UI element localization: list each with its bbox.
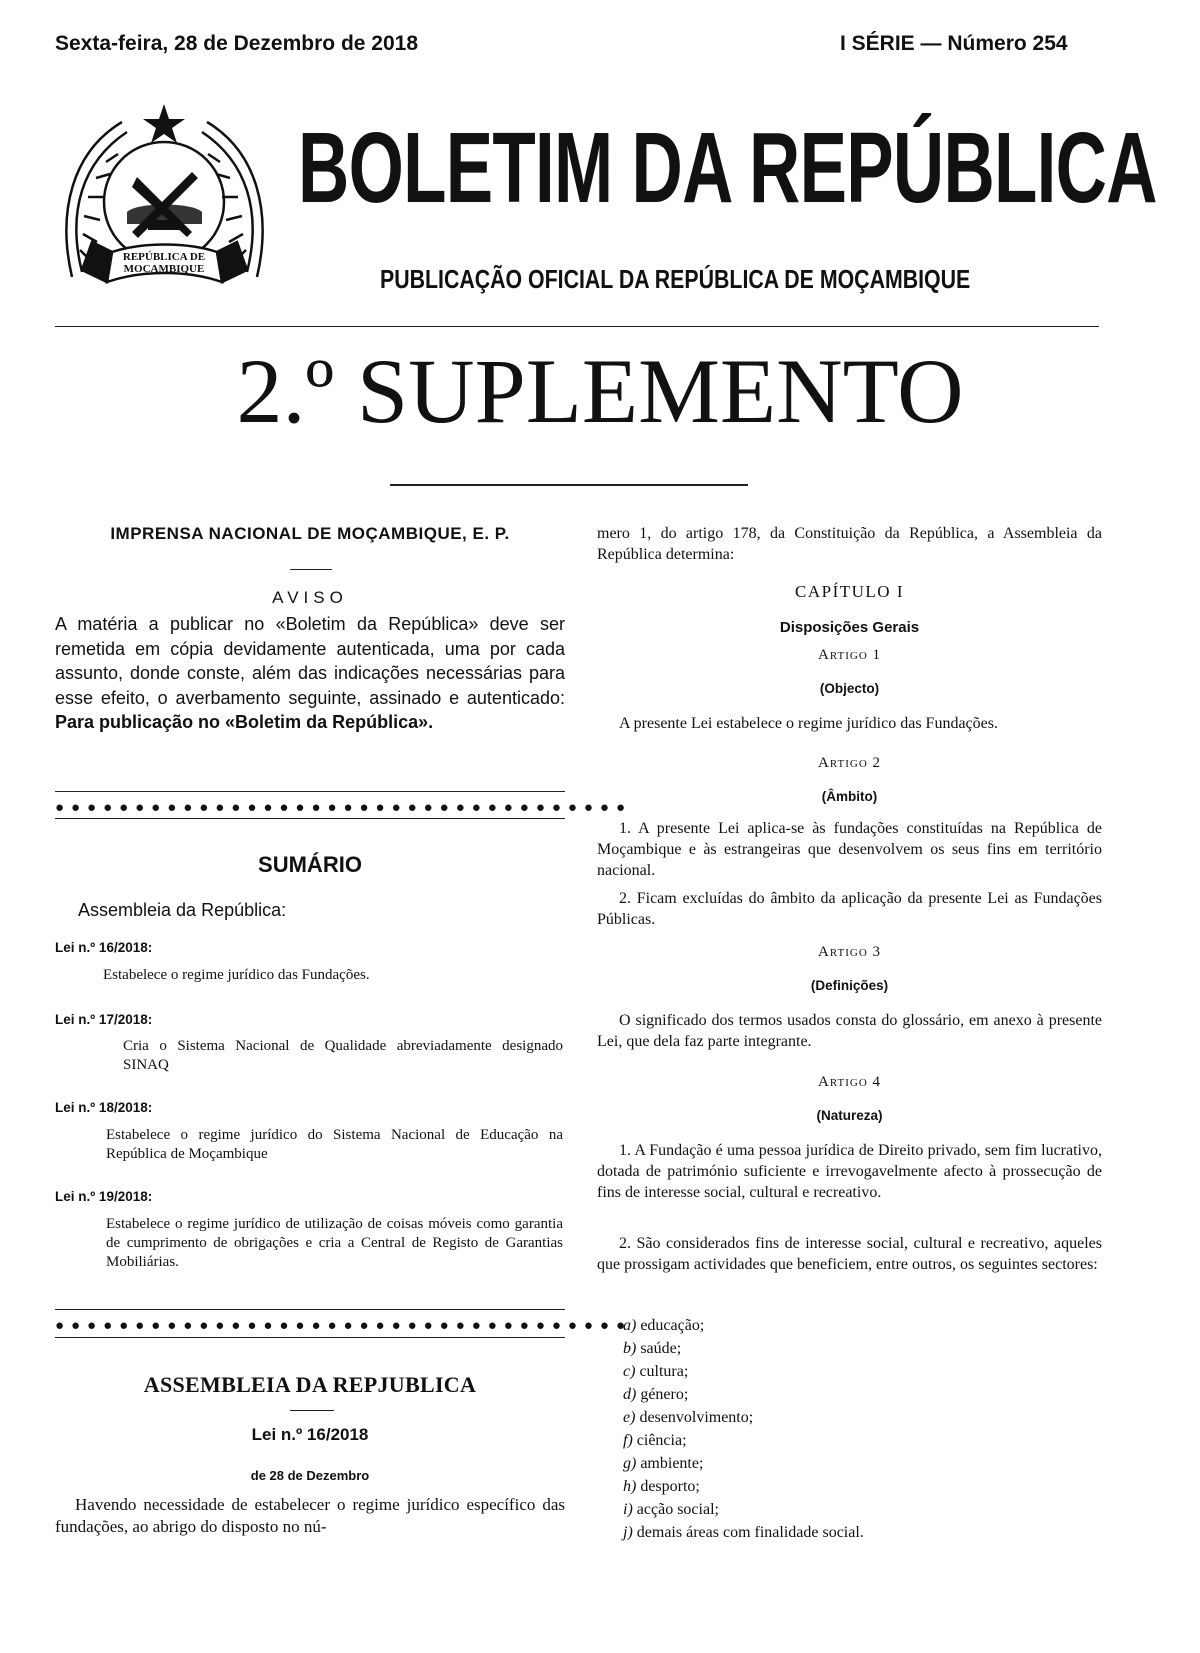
aviso-heading: AVISO xyxy=(272,588,348,607)
aviso-text: A matéria a publicar no «Boletim da República» deve ser remetida em cópia devidamente autenticada, uma por cada assunto, donde conste, além das indicações necessárias para esse efeito, o averbamento seguinte, assinado e autenticado: xyxy=(55,614,565,708)
aviso-bold-text: Para publicação no «Boletim da República». xyxy=(55,712,434,732)
article-heading: Artigo 1 xyxy=(817,647,882,663)
list-item: j) demais áreas com finalidade social. xyxy=(623,1524,864,1541)
emblem-text-line2: MOÇAMBIQUE xyxy=(123,263,205,275)
sumario-item-label: Lei n.º 18/2018: xyxy=(55,1100,153,1115)
masthead-title: BOLETIM DA REPÚBLICA xyxy=(298,112,1157,224)
sumario-item-description: Estabelece o regime jurídico das Fundações. xyxy=(103,967,370,983)
sumario-item-label: Lei n.º 16/2018: xyxy=(55,940,153,955)
list-item: i) acção social; xyxy=(623,1501,719,1518)
imprensa-heading: IMPRENSA NACIONAL DE MOÇAMBIQUE, E. P. xyxy=(110,524,510,543)
article-paragraph: 2. Ficam excluídas do âmbito da aplicação da presente Lei as Fundações Públicas. xyxy=(597,890,1102,928)
sumario-item-description: Cria o Sistema Nacional de Qualidade abreviadamente designado SINAQ xyxy=(123,1038,563,1073)
article-paragraph: 2. São considerados fins de interesse social, cultural e recreativo, aqueles que prossigam actividades que beneficiem, entre outros, os seguintes sectores: xyxy=(597,1235,1102,1273)
supplement-divider xyxy=(390,484,748,486)
section-divider xyxy=(55,818,565,819)
article-heading: Artigo 4 xyxy=(817,1074,882,1090)
list-item: e) desenvolvimento; xyxy=(623,1409,754,1426)
list-item: d) género; xyxy=(623,1386,689,1403)
article-subtitle: (Âmbito) xyxy=(821,789,878,804)
article-subtitle: (Objecto) xyxy=(819,681,880,696)
article-paragraph: O significado dos termos usados consta do glossário, em anexo à presente Lei, que dela faz parte integrante. xyxy=(597,1012,1102,1050)
lei-date: de 28 de Dezembro xyxy=(250,1468,370,1483)
issue-series-number: I SÉRIE — Número 254 xyxy=(840,32,1068,55)
list-item: h) desporto; xyxy=(623,1478,700,1495)
chapter-heading: CAPÍTULO I xyxy=(795,582,904,601)
sectors-list xyxy=(623,1314,1093,1544)
section-divider xyxy=(55,791,565,792)
sumario-item-label: Lei n.º 19/2018: xyxy=(55,1189,153,1204)
supplement-title: 2.º SUPLEMENTO xyxy=(236,340,964,442)
list-item: b) saúde; xyxy=(623,1340,682,1357)
article-subtitle: (Natureza) xyxy=(816,1108,883,1123)
issue-date: Sexta-feira, 28 de Dezembro de 2018 xyxy=(55,32,419,55)
list-item: a) educação; xyxy=(623,1317,705,1334)
list-item: f) ciência; xyxy=(623,1432,687,1449)
lei-title: Lei n.º 16/2018 xyxy=(251,1425,369,1444)
article-subtitle: (Definições) xyxy=(810,978,889,993)
dot-separator: ● ● ● ● ● ● ● ● ● ● ● ● ● ● ● ● ● ● ● ● ● ● ● ● ● ● ● ● ● ● ● ● ● ● ● ● xyxy=(55,1317,627,1334)
sumario-item-label: Lei n.º 17/2018: xyxy=(55,1012,153,1027)
sumario-heading: SUMÁRIO xyxy=(258,852,362,877)
list-item: c) cultura; xyxy=(623,1363,689,1380)
section-divider xyxy=(55,1337,565,1338)
article-heading: Artigo 2 xyxy=(817,755,882,771)
small-divider xyxy=(290,569,332,570)
assembleia-heading: ASSEMBLEIA DA REPJUBLICA xyxy=(143,1372,477,1397)
emblem-text-line1: REPÚBLICA DE xyxy=(122,251,206,263)
small-divider xyxy=(290,1410,334,1411)
sumario-section-title: Assembleia da República: xyxy=(78,900,287,920)
article-paragraph: A presente Lei estabelece o regime jurídico das Fundações. xyxy=(619,715,998,732)
list-item: g) ambiente; xyxy=(623,1455,704,1472)
sumario-item-description: Estabelece o regime jurídico de utilização de coisas móveis como garantia de cumprimento de obrigações e cria a Central de Registo de Garantias Mobiliárias. xyxy=(106,1216,563,1270)
section-divider xyxy=(55,1309,565,1310)
article-paragraph: 1. A presente Lei aplica-se às fundações constituídas na República de Moçambique e às estrangeiras que desenvolvem os seus fins em território nacional. xyxy=(597,820,1102,879)
intro-continuation: mero 1, do artigo 178, da Constituição da República, a Assembleia da República determina: xyxy=(597,525,1102,563)
chapter-title: Disposições Gerais xyxy=(779,619,920,636)
lei-intro-paragraph: Havendo necessidade de estabelecer o regime jurídico específico das fundações, ao abrigo do disposto no nú- xyxy=(55,1495,565,1536)
aviso-paragraph xyxy=(55,612,565,735)
sumario-item-description: Estabelece o regime jurídico do Sistema Nacional de Educação na República de Moçambique xyxy=(106,1127,563,1162)
article-paragraph: 1. A Fundação é uma pessoa jurídica de Direito privado, sem fim lucrativo, dotada de património suficiente e irrevogavelmente afecto à prossecução de fins de interesse social, cultural e recreativo. xyxy=(597,1142,1102,1201)
dot-separator: ● ● ● ● ● ● ● ● ● ● ● ● ● ● ● ● ● ● ● ● ● ● ● ● ● ● ● ● ● ● ● ● ● ● ● ● xyxy=(55,799,627,816)
masthead-subtitle: PUBLICAÇÃO OFICIAL DA REPÚBLICA DE MOÇAMBIQUE xyxy=(380,264,971,294)
header-divider xyxy=(55,326,1099,327)
article-heading: Artigo 3 xyxy=(817,944,882,960)
coat-of-arms-emblem xyxy=(52,92,274,310)
